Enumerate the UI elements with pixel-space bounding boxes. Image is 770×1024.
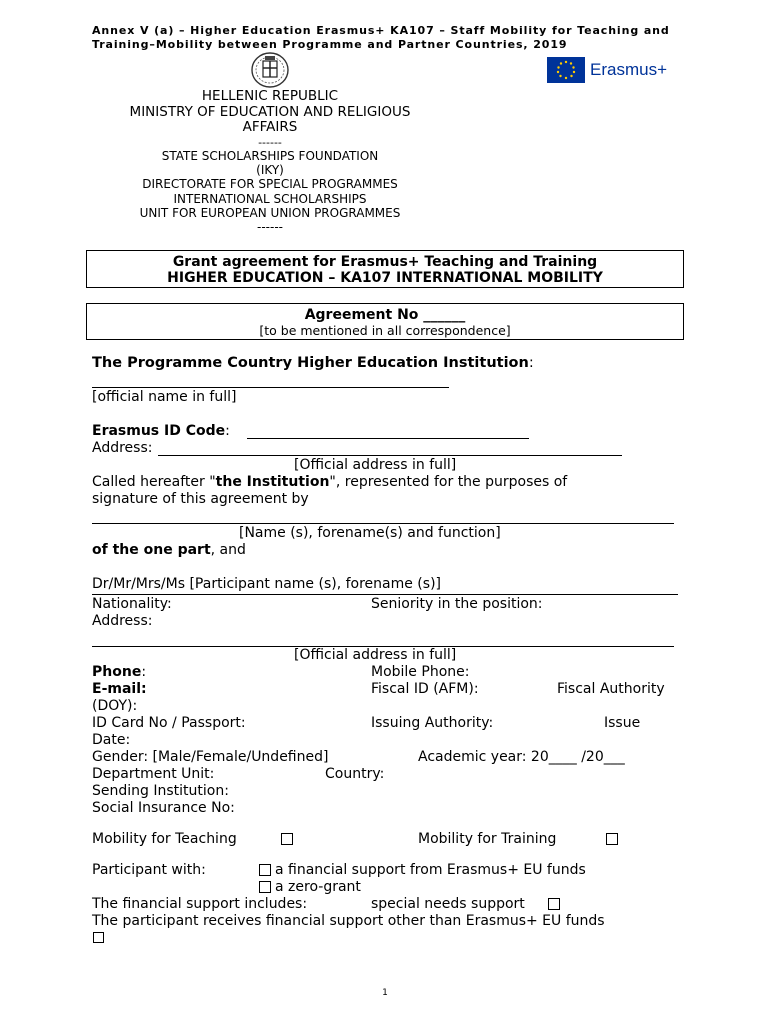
eu-flag-icon [547, 57, 585, 83]
institution-address-label: Address: [92, 440, 153, 456]
participant-with-label: Participant with: [92, 862, 206, 878]
phone-row: Phone: [92, 664, 147, 680]
other-support-label: The participant receives financial support other than Erasmus+ EU funds [92, 913, 605, 929]
annex-header-line2: Training–Mobility between Programme and Partner Countries, 2019 [92, 38, 568, 51]
zero-grant-label: a zero-grant [275, 879, 361, 895]
fiscal-authority-label: Fiscal Authority [557, 681, 665, 697]
grant-title-line2: HIGHER EDUCATION – KA107 INTERNATIONAL MOBILITY [167, 270, 603, 286]
id-card-label: ID Card No / Passport: [92, 715, 246, 731]
mobility-training-label: Mobility for Training [418, 831, 557, 847]
phone-label: Phone [92, 664, 142, 680]
institution-name-line[interactable] [92, 387, 449, 388]
financial-support-label: a financial support from Erasmus+ EU funds [275, 862, 586, 878]
erasmus-code-row: Erasmus ID Code: [92, 423, 230, 439]
called-suffix: ", represented for the purposes of [329, 474, 568, 490]
ministry-line: HELLENIC REPUBLIC [201, 88, 339, 104]
official-name-label: [official name in full] [92, 389, 237, 405]
name-function-label: [Name (s), forename(s) and function] [239, 525, 501, 541]
iky-line: (IKY) [256, 163, 284, 178]
called-hereafter-line [92, 474, 678, 491]
one-part-text: of the one part [92, 542, 211, 558]
other-support-checkbox[interactable] [93, 932, 104, 943]
annex-header-line1: Annex V (a) – Higher Education Erasmus+ KA107 – Staff Mobility for Teaching and [92, 24, 670, 37]
special-needs-checkbox[interactable] [548, 898, 560, 910]
issuing-authority-label: Issuing Authority: [371, 715, 494, 731]
iky-line: STATE SCHOLARSHIPS FOUNDATION [161, 149, 379, 163]
and-text: , and [210, 542, 246, 558]
sending-institution-label: Sending Institution: [92, 783, 229, 799]
signature-text: signature of this agreement by [92, 491, 309, 507]
participant-name-field[interactable] [92, 594, 678, 595]
grant-title-line1: Grant agreement for Erasmus+ Teaching and Training [172, 254, 598, 270]
department-label: Department Unit: [92, 766, 215, 782]
one-part-line [92, 542, 246, 559]
email-label: E-mail: [92, 681, 147, 697]
representative-field[interactable] [92, 523, 674, 524]
institution-address-field[interactable] [158, 455, 622, 456]
page-number: 1 [382, 988, 388, 998]
erasmus-logo-text: Erasmus+ [590, 60, 667, 79]
agreement-note: [to be mentioned in all correspondence] [259, 323, 511, 338]
zero-grant-checkbox[interactable] [259, 881, 271, 893]
iky-separator: ------ [257, 220, 283, 235]
mobility-teaching-checkbox[interactable] [281, 833, 293, 845]
agreement-number: Agreement No ______ [304, 307, 466, 323]
hellenic-seal-icon [250, 51, 290, 89]
nationality-label: Nationality: [92, 596, 172, 612]
country-label: Country: [325, 766, 385, 782]
iky-line: INTERNATIONAL SCHOLARSHIPS [173, 191, 367, 206]
annex-header [92, 24, 680, 52]
participant-title: Dr/Mr/Mrs/Ms [Participant name (s), forename (s)] [92, 576, 441, 592]
fiscal-id-label: Fiscal ID (AFM): [371, 681, 479, 697]
participant-official-address-label: [Official address in full] [294, 647, 457, 663]
mobility-training-checkbox[interactable] [606, 833, 618, 845]
grant-title-box [86, 250, 684, 288]
erasmus-code-label: Erasmus ID Code [92, 423, 226, 439]
mobile-label: Mobile Phone: [371, 664, 470, 680]
called-hereafter-text [92, 474, 567, 491]
called-prefix: Called hereafter " [92, 474, 216, 490]
special-needs-label: special needs support [371, 896, 525, 912]
ministry-line: MINISTRY OF EDUCATION AND RELIGIOUS [129, 103, 411, 120]
agreement-number-box [86, 303, 684, 340]
official-address-label: [Official address in full] [294, 457, 457, 473]
doy-label: (DOY): [92, 698, 138, 714]
iky-line: DIRECTORATE FOR SPECIAL PROGRAMMES [142, 177, 398, 192]
financial-support-checkbox[interactable] [259, 864, 271, 876]
the-institution-term: the Institution [215, 474, 330, 490]
ministry-block [110, 89, 430, 149]
institution-heading-colon: : [528, 355, 534, 371]
social-insurance-label: Social Insurance No: [92, 800, 235, 816]
institution-heading [92, 355, 534, 372]
ministry-separator: ------ [258, 135, 282, 149]
erasmus-logo [547, 57, 672, 85]
ministry-line: AFFAIRS [242, 119, 298, 135]
date-label: Date: [92, 732, 131, 748]
gender-label: Gender: [Male/Female/Undefined] [92, 749, 329, 765]
iky-line: UNIT FOR EUROPEAN UNION PROGRAMMES [139, 205, 401, 220]
support-includes-label: The financial support includes: [92, 896, 308, 912]
erasmus-code-field[interactable] [247, 438, 529, 439]
seniority-label: Seniority in the position: [371, 596, 543, 612]
academic-year-label: Academic year: 20____ /20___ [418, 749, 625, 765]
issue-label: Issue [604, 715, 641, 731]
participant-address-label: Address: [92, 613, 153, 629]
iky-block [110, 149, 430, 234]
institution-heading-text: The Programme Country Higher Education Institution [92, 355, 529, 371]
mobility-teaching-label: Mobility for Teaching [92, 831, 237, 847]
